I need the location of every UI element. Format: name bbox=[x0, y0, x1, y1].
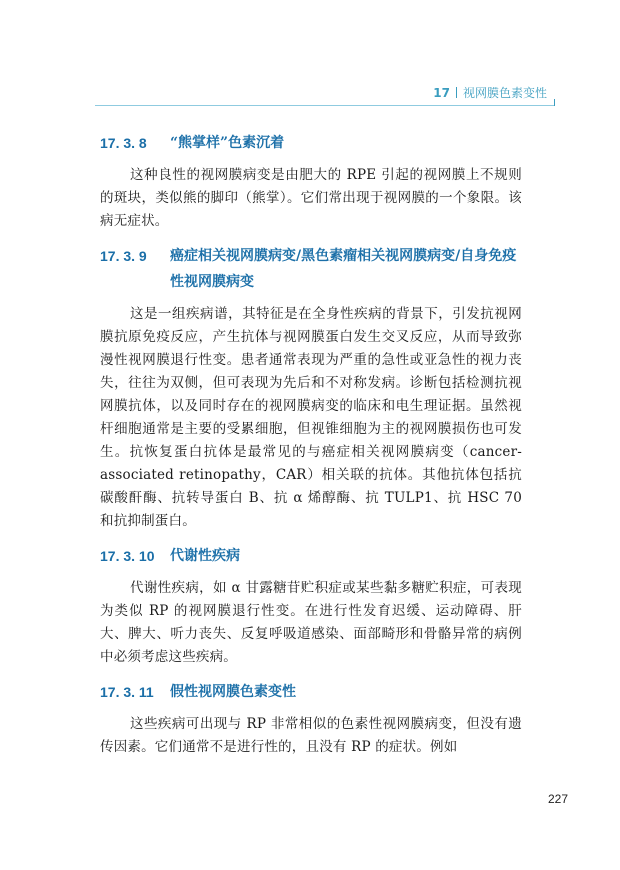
section-paragraph: 这些疾病可出现与 RP 非常相似的色素性视网膜病变，但没有遗传因素。它们通常不是进行性的，且没有 RP 的症状。例如 bbox=[100, 716, 522, 755]
header-rule bbox=[95, 105, 555, 106]
header-separator bbox=[456, 87, 457, 98]
section-number: 17. 3. 11 bbox=[100, 684, 154, 700]
section-title: 代谢性疾病 bbox=[170, 548, 240, 564]
header-chapter-title: 视网膜色素变性 bbox=[462, 86, 547, 100]
header-chapter-number: 17 bbox=[433, 86, 450, 100]
header-text bbox=[433, 84, 547, 101]
section-title: 假性视网膜色素变性 bbox=[170, 684, 296, 700]
section-paragraph: 这种良性的视网膜病变是由肥大的 RPE 引起的视网膜上不规则的斑块，类似熊的脚印（熊掌）。它们常出现于视网膜的一个象限。该病无症状。 bbox=[100, 167, 522, 229]
page-number: 227 bbox=[547, 792, 568, 806]
running-header bbox=[95, 84, 555, 102]
section-number: 17. 3. 10 bbox=[100, 548, 155, 564]
section-title: “熊掌样”色素沉着 bbox=[170, 135, 285, 151]
section-paragraph: 代谢性疾病，如 α 甘露糖苷贮积症或某些黏多糖贮积症，可表现为类似 RP 的视网膜退行性变。在进行性发育迟缓、运动障碍、肝大、脾大、听力丧失、反复呼吸道感染、面部畸形和骨骼异常的病例中必须考虑这些疾病。 bbox=[100, 580, 522, 665]
header-rule-tick bbox=[554, 99, 555, 106]
section-heading-17-3-10 bbox=[100, 543, 522, 569]
section-heading-17-3-9 bbox=[100, 243, 522, 295]
section-number: 17. 3. 9 bbox=[100, 248, 147, 264]
section-number: 17. 3. 8 bbox=[100, 135, 147, 151]
section-heading-17-3-11 bbox=[100, 679, 522, 705]
section-paragraph: 这是一组疾病谱，其特征是在全身性疾病的背景下，引发抗视网膜抗原免疫反应，产生抗体与视网膜蛋白发生交叉反应，从而导致弥漫性视网膜退行性变。患者通常表现为严重的急性或亚急性的视力丧失，往往为双侧，但可表现为先后和不对称发病。诊断包括检测抗视网膜抗体，以及同时存在的视网膜病变的临床和电生理证据。虽然视杆细胞通常是主要的受累细胞，但视锥细胞为主的视网膜损伤也可发生。抗恢复蛋白抗体是最常见的与癌症相关视网膜病变（cancer-associated retinopathy，CAR）相关联的抗体。其他抗体包括抗碳酸酐酶、抗转导蛋白 B、抗 α 烯醇酶、抗 TULP1、抗 HSC 70 和抗抑制蛋白。 bbox=[100, 306, 522, 529]
section-title: 癌症相关视网膜病变/黑色素瘤相关视网膜病变/自身免疫性视网膜病变 bbox=[170, 248, 517, 290]
section-heading-17-3-8 bbox=[100, 130, 522, 156]
page-body bbox=[100, 130, 522, 769]
